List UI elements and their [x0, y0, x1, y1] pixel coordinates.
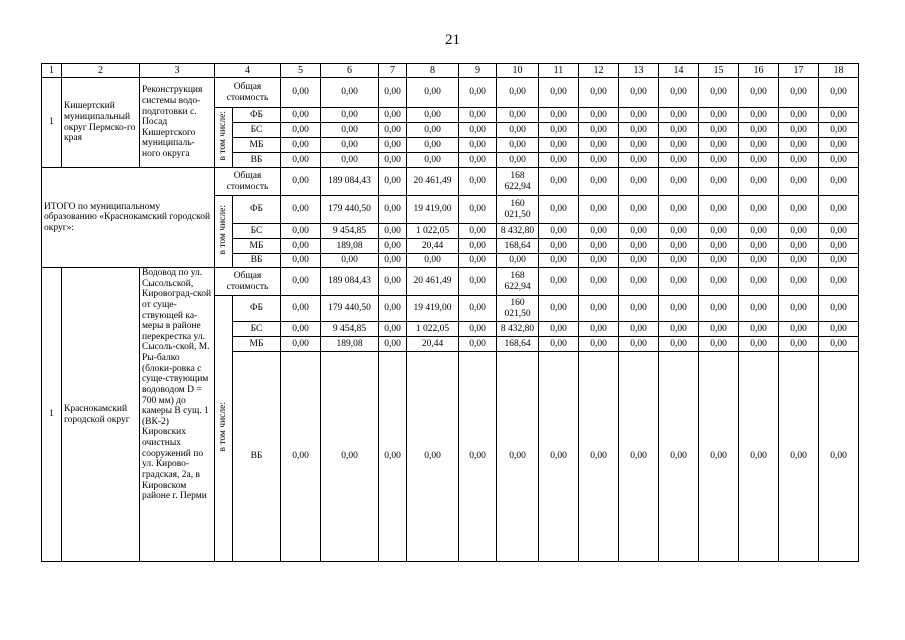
cell: 0,00 — [619, 108, 659, 123]
cell: 0,00 — [539, 239, 579, 254]
cell: 0,00 — [379, 153, 407, 168]
cell: 0,00 — [619, 337, 659, 352]
project-name: Водовод по ул. Сысольской, Кировоград-ской от суще-ствующей ка-меры в районе перекрестка ул. Сысоль-ской, М. Ры-балко (блоки-ровка с суще-ствующим водоводом D = 700 мм) до камеры В сущ. 1 (ВК-2) Кировских очистных сооружений по ул. Кирово-градская, 2а, в Кировском районе г. Перми — [140, 268, 215, 562]
cell: 0,00 — [779, 138, 819, 153]
table-row — [42, 78, 859, 108]
cell: 0,00 — [281, 268, 321, 296]
total-title: ИТОГО по муниципальному образованию «Краснокамский городской округ»: — [42, 168, 215, 268]
cell: 0,00 — [779, 123, 819, 138]
col-header: 18 — [819, 64, 859, 78]
cell: 0,00 — [281, 337, 321, 352]
cell: 0,00 — [699, 352, 739, 562]
cell: 0,00 — [281, 352, 321, 562]
row-label: БС — [233, 123, 281, 138]
cell: 0,00 — [739, 78, 779, 108]
cell: 0,00 — [459, 196, 497, 224]
cell: 0,00 — [659, 239, 699, 254]
cell: 0,00 — [579, 322, 619, 337]
funding-table — [41, 63, 859, 562]
cell: 0,00 — [407, 123, 459, 138]
cell: 0,00 — [379, 322, 407, 337]
cell: 0,00 — [497, 108, 539, 123]
cell: 0,00 — [321, 123, 379, 138]
cell: 0,00 — [819, 168, 859, 196]
cell: 0,00 — [739, 254, 779, 268]
row-label: БС — [233, 322, 281, 337]
cell: 0,00 — [699, 337, 739, 352]
cell: 0,00 — [579, 352, 619, 562]
row-label: ФБ — [233, 108, 281, 123]
cell: 0,00 — [281, 168, 321, 196]
cell: 0,00 — [699, 239, 739, 254]
cell: 0,00 — [407, 138, 459, 153]
cell: 20,44 — [407, 337, 459, 352]
cell: 0,00 — [539, 268, 579, 296]
cell: 20,44 — [407, 239, 459, 254]
cell: 0,00 — [539, 322, 579, 337]
cell: 0,00 — [659, 78, 699, 108]
cell: 0,00 — [281, 196, 321, 224]
row-label: Общая стоимость — [215, 168, 281, 196]
cell: 0,00 — [819, 108, 859, 123]
cell: 0,00 — [739, 138, 779, 153]
cell: 0,00 — [699, 108, 739, 123]
cell: 8 432,80 — [497, 322, 539, 337]
cell: 0,00 — [281, 78, 321, 108]
table-row — [42, 168, 859, 196]
cell: 0,00 — [281, 153, 321, 168]
cell: 0,00 — [739, 296, 779, 322]
cell: 160 021,50 — [497, 196, 539, 224]
row-label: ВБ — [233, 254, 281, 268]
cell: 168,64 — [497, 337, 539, 352]
cell: 189 084,43 — [321, 268, 379, 296]
in-total-label: в том числе: — [215, 108, 233, 168]
municipality-name: Краснокамский городской округ — [62, 268, 140, 562]
cell: 0,00 — [819, 153, 859, 168]
cell: 0,00 — [619, 268, 659, 296]
row-number: 1 — [42, 78, 62, 168]
cell: 0,00 — [379, 78, 407, 108]
cell: 0,00 — [779, 322, 819, 337]
cell: 9 454,85 — [321, 322, 379, 337]
cell: 0,00 — [321, 78, 379, 108]
cell: 0,00 — [407, 78, 459, 108]
cell: 0,00 — [459, 296, 497, 322]
row-label: МБ — [233, 239, 281, 254]
table-row — [42, 268, 859, 296]
cell: 179 440,50 — [321, 296, 379, 322]
cell: 0,00 — [739, 108, 779, 123]
cell: 0,00 — [407, 352, 459, 562]
cell: 0,00 — [819, 224, 859, 239]
cell: 0,00 — [459, 224, 497, 239]
cell: 0,00 — [779, 168, 819, 196]
cell: 0,00 — [321, 254, 379, 268]
col-header: 2 — [62, 64, 140, 78]
cell: 0,00 — [321, 153, 379, 168]
cell: 0,00 — [407, 153, 459, 168]
cell: 0,00 — [379, 123, 407, 138]
cell: 0,00 — [619, 196, 659, 224]
cell: 0,00 — [579, 337, 619, 352]
cell: 168 622,94 — [497, 168, 539, 196]
cell: 0,00 — [739, 196, 779, 224]
page-number: 21 — [445, 32, 460, 48]
cell: 0,00 — [659, 268, 699, 296]
cell: 0,00 — [619, 78, 659, 108]
cell: 189,08 — [321, 239, 379, 254]
cell: 0,00 — [819, 78, 859, 108]
cell: 1 022,05 — [407, 322, 459, 337]
cell: 0,00 — [619, 138, 659, 153]
cell: 0,00 — [659, 108, 699, 123]
cell: 0,00 — [739, 224, 779, 239]
cell: 0,00 — [539, 352, 579, 562]
cell: 9 454,85 — [321, 224, 379, 239]
cell: 0,00 — [619, 168, 659, 196]
cell: 0,00 — [539, 153, 579, 168]
cell: 0,00 — [619, 296, 659, 322]
cell: 0,00 — [659, 196, 699, 224]
cell: 0,00 — [819, 296, 859, 322]
cell: 0,00 — [699, 78, 739, 108]
cell: 0,00 — [659, 153, 699, 168]
cell: 0,00 — [779, 352, 819, 562]
cell: 0,00 — [659, 123, 699, 138]
col-header: 16 — [739, 64, 779, 78]
cell: 0,00 — [459, 138, 497, 153]
municipality-name: Кишертский муниципальный округ Пермско-го края — [62, 78, 140, 168]
cell: 0,00 — [281, 239, 321, 254]
cell: 0,00 — [579, 254, 619, 268]
cell: 0,00 — [779, 108, 819, 123]
cell: 0,00 — [779, 239, 819, 254]
cell: 168,64 — [497, 239, 539, 254]
cell: 0,00 — [739, 322, 779, 337]
col-header: 5 — [281, 64, 321, 78]
cell: 0,00 — [539, 196, 579, 224]
cell: 0,00 — [659, 337, 699, 352]
row-label: ВБ — [233, 153, 281, 168]
cell: 0,00 — [699, 296, 739, 322]
cell: 0,00 — [379, 296, 407, 322]
cell: 0,00 — [539, 108, 579, 123]
col-header: 14 — [659, 64, 699, 78]
cell: 0,00 — [739, 123, 779, 138]
row-label: БС — [233, 224, 281, 239]
cell: 0,00 — [579, 138, 619, 153]
cell: 0,00 — [779, 153, 819, 168]
row-label: МБ — [233, 337, 281, 352]
col-header: 9 — [459, 64, 497, 78]
cell: 0,00 — [699, 322, 739, 337]
row-number: 1 — [42, 268, 62, 562]
col-header: 15 — [699, 64, 739, 78]
cell: 0,00 — [699, 268, 739, 296]
cell: 0,00 — [281, 224, 321, 239]
cell: 0,00 — [739, 337, 779, 352]
cell: 0,00 — [619, 123, 659, 138]
row-label: Общая стоимость — [215, 268, 281, 296]
in-total-label: в том числе: — [215, 196, 233, 268]
cell: 0,00 — [619, 352, 659, 562]
col-header: 6 — [321, 64, 379, 78]
row-label: ФБ — [233, 196, 281, 224]
cell: 0,00 — [739, 168, 779, 196]
cell: 0,00 — [619, 153, 659, 168]
cell: 0,00 — [779, 78, 819, 108]
cell: 0,00 — [321, 108, 379, 123]
cell: 0,00 — [579, 268, 619, 296]
cell: 0,00 — [379, 254, 407, 268]
cell: 0,00 — [497, 123, 539, 138]
cell: 0,00 — [539, 296, 579, 322]
cell: 0,00 — [497, 78, 539, 108]
cell: 20 461,49 — [407, 168, 459, 196]
in-total-label: в том числе: — [215, 296, 233, 562]
cell: 189,08 — [321, 337, 379, 352]
cell: 0,00 — [739, 268, 779, 296]
cell: 160 021,50 — [497, 296, 539, 322]
cell: 0,00 — [819, 268, 859, 296]
cell: 0,00 — [619, 254, 659, 268]
cell: 0,00 — [281, 296, 321, 322]
row-label: ФБ — [233, 296, 281, 322]
cell: 0,00 — [659, 296, 699, 322]
cell: 0,00 — [699, 254, 739, 268]
col-header: 1 — [42, 64, 62, 78]
cell: 0,00 — [779, 296, 819, 322]
cell: 0,00 — [739, 153, 779, 168]
cell: 0,00 — [281, 108, 321, 123]
cell: 0,00 — [739, 239, 779, 254]
cell: 0,00 — [281, 138, 321, 153]
header-row — [42, 64, 859, 78]
row-label: МБ — [233, 138, 281, 153]
cell: 0,00 — [779, 224, 819, 239]
cell: 0,00 — [281, 123, 321, 138]
cell: 0,00 — [659, 352, 699, 562]
col-header: 17 — [779, 64, 819, 78]
cell: 0,00 — [579, 168, 619, 196]
cell: 0,00 — [539, 138, 579, 153]
cell: 0,00 — [459, 352, 497, 562]
cell: 0,00 — [379, 224, 407, 239]
cell: 0,00 — [659, 138, 699, 153]
cell: 0,00 — [379, 239, 407, 254]
cell: 0,00 — [459, 153, 497, 168]
cell: 0,00 — [579, 296, 619, 322]
cell: 0,00 — [539, 123, 579, 138]
cell: 0,00 — [579, 196, 619, 224]
cell: 0,00 — [779, 196, 819, 224]
cell: 0,00 — [579, 239, 619, 254]
cell: 0,00 — [739, 352, 779, 562]
cell: 0,00 — [779, 254, 819, 268]
cell: 19 419,00 — [407, 296, 459, 322]
cell: 0,00 — [321, 138, 379, 153]
cell: 168 622,94 — [497, 268, 539, 296]
cell: 0,00 — [699, 224, 739, 239]
cell: 0,00 — [659, 168, 699, 196]
col-header: 7 — [379, 64, 407, 78]
cell: 0,00 — [539, 254, 579, 268]
cell: 0,00 — [459, 108, 497, 123]
col-header: 3 — [140, 64, 215, 78]
cell: 0,00 — [659, 224, 699, 239]
cell: 0,00 — [699, 138, 739, 153]
col-header: 8 — [407, 64, 459, 78]
cell: 0,00 — [659, 322, 699, 337]
cell: 0,00 — [819, 352, 859, 562]
cell: 179 440,50 — [321, 196, 379, 224]
cell: 1 022,05 — [407, 224, 459, 239]
cell: 0,00 — [459, 123, 497, 138]
cell: 0,00 — [459, 254, 497, 268]
cell: 0,00 — [379, 168, 407, 196]
cell: 0,00 — [779, 337, 819, 352]
cell: 0,00 — [819, 254, 859, 268]
cell: 0,00 — [779, 268, 819, 296]
cell: 0,00 — [579, 153, 619, 168]
col-header: 4 — [215, 64, 281, 78]
cell: 0,00 — [497, 153, 539, 168]
cell: 0,00 — [819, 322, 859, 337]
col-header: 11 — [539, 64, 579, 78]
cell: 0,00 — [619, 239, 659, 254]
cell: 0,00 — [497, 352, 539, 562]
cell: 0,00 — [497, 254, 539, 268]
cell: 0,00 — [497, 138, 539, 153]
cell: 0,00 — [659, 254, 699, 268]
cell: 0,00 — [819, 196, 859, 224]
cell: 19 419,00 — [407, 196, 459, 224]
cell: 0,00 — [699, 168, 739, 196]
cell: 0,00 — [459, 78, 497, 108]
cell: 0,00 — [379, 196, 407, 224]
cell: 0,00 — [539, 337, 579, 352]
cell: 0,00 — [459, 322, 497, 337]
cell: 0,00 — [407, 254, 459, 268]
cell: 189 084,43 — [321, 168, 379, 196]
cell: 0,00 — [539, 168, 579, 196]
cell: 0,00 — [619, 224, 659, 239]
cell: 0,00 — [579, 224, 619, 239]
cell: 0,00 — [379, 268, 407, 296]
cell: 0,00 — [699, 196, 739, 224]
cell: 0,00 — [819, 123, 859, 138]
cell: 0,00 — [459, 337, 497, 352]
cell: 0,00 — [407, 108, 459, 123]
cell: 0,00 — [379, 337, 407, 352]
cell: 0,00 — [379, 108, 407, 123]
cell: 0,00 — [819, 239, 859, 254]
col-header: 10 — [497, 64, 539, 78]
cell: 0,00 — [699, 153, 739, 168]
col-header: 13 — [619, 64, 659, 78]
col-header: 12 — [579, 64, 619, 78]
cell: 0,00 — [379, 352, 407, 562]
project-name: Реконструкция системы водо-подготовки с. Посад Кишертского муниципаль-ного округа — [140, 78, 215, 168]
cell: 0,00 — [539, 78, 579, 108]
cell: 20 461,49 — [407, 268, 459, 296]
cell: 0,00 — [579, 108, 619, 123]
cell: 0,00 — [321, 352, 379, 562]
cell: 0,00 — [819, 337, 859, 352]
row-label: ВБ — [233, 352, 281, 562]
cell: 8 432,80 — [497, 224, 539, 239]
row-label: Общая стоимость — [215, 78, 281, 108]
cell: 0,00 — [459, 168, 497, 196]
cell: 0,00 — [819, 138, 859, 153]
cell: 0,00 — [281, 254, 321, 268]
cell: 0,00 — [459, 239, 497, 254]
cell: 0,00 — [459, 268, 497, 296]
cell: 0,00 — [539, 224, 579, 239]
cell: 0,00 — [699, 123, 739, 138]
cell: 0,00 — [281, 322, 321, 337]
cell: 0,00 — [379, 138, 407, 153]
cell: 0,00 — [579, 78, 619, 108]
cell: 0,00 — [619, 322, 659, 337]
cell: 0,00 — [579, 123, 619, 138]
